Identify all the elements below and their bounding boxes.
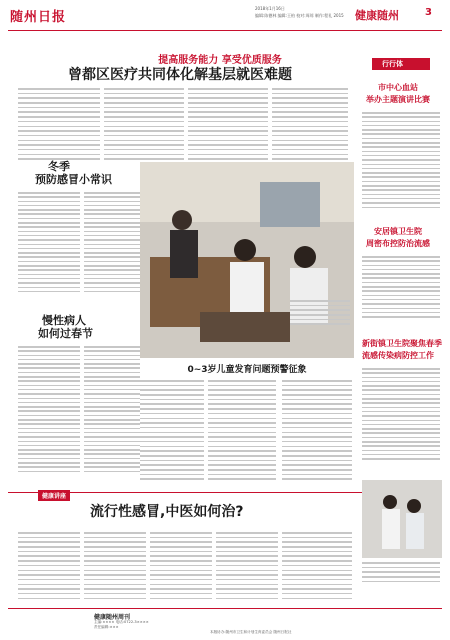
- chronic-text-col1: [18, 346, 80, 484]
- issue-date: 2018年1月16日: [255, 6, 285, 11]
- winter-text-col1: [18, 192, 80, 302]
- chronic-title-line1: 慢性病人: [42, 314, 86, 327]
- sidebar-story1-title1: 市中心血站: [378, 83, 418, 92]
- lead-text-col1: [18, 88, 100, 163]
- chronic-title-line2: 如何过春节: [38, 327, 93, 340]
- photo-caption: [290, 300, 350, 330]
- sidebar-story3-title1: 新街镇卫生院聚焦春季: [362, 339, 442, 348]
- sidebar-story2-title1: 安居镇卫生院: [374, 227, 422, 236]
- lead-text-col2: [104, 88, 184, 163]
- sidebar-photo: [362, 480, 442, 558]
- flu-text-col2: [84, 532, 146, 604]
- infobox-col3: [282, 380, 352, 485]
- edition-info: 编辑:陈德林 编辑:王柏 校对:周琼 制作:程礼 2015: [255, 13, 344, 18]
- infobox-col1: [140, 380, 204, 485]
- newspaper-logo: 随州日报: [10, 10, 67, 25]
- footer-title: 健康随州周刊: [94, 614, 131, 621]
- sidebar-story1-text: [362, 112, 440, 220]
- sidebar-tag: 行行体: [372, 58, 430, 70]
- infobox-col2: [208, 380, 276, 485]
- chronic-text-col2: [84, 346, 140, 484]
- sidebar-story1-title2: 举办主题演讲比赛: [366, 95, 430, 104]
- section-title: 健康随州: [355, 9, 399, 22]
- footer-meta-line1: 主编:×××× 电话:0722-3××××: [94, 620, 149, 624]
- flu-text-col1: [18, 532, 80, 604]
- flu-text-col3: [150, 532, 212, 604]
- sidebar-photo-caption: [362, 562, 440, 584]
- flu-text-col5: [282, 532, 352, 604]
- footer-contact: 本版协办:随州市卫生和计划生育委员会 随州日报社: [210, 630, 292, 634]
- footer-meta: [94, 620, 149, 630]
- flu-tag: 健康讲座: [38, 490, 70, 501]
- lead-text-col4: [272, 88, 348, 163]
- infobox-title: 0~3岁儿童发育问题预警征象: [187, 365, 307, 375]
- page-number: 3: [425, 7, 432, 18]
- footer-meta-line2: 责任编辑:×××: [94, 625, 119, 629]
- sidebar-story3-title2: 流感传染病防控工作: [362, 351, 434, 360]
- flu-text-col4: [216, 532, 278, 604]
- sidebar-story2-title2: 周密布控防治流感: [366, 239, 430, 248]
- lead-subhead: 提高服务能力 享受优质服务: [158, 55, 282, 66]
- winter-text-col2: [84, 192, 140, 302]
- lead-headline: 曾都区医疗共同体化解基层就医难题: [68, 67, 292, 83]
- sidebar-story2-text: [362, 256, 440, 326]
- sidebar-story3-text: [362, 368, 440, 474]
- winter-title-line1: 冬季: [48, 160, 70, 173]
- winter-title-line2: 预防感冒小常识: [35, 173, 112, 186]
- flu-headline: 流行性感冒,中医如何治?: [90, 504, 244, 520]
- masthead-rule: [8, 30, 442, 31]
- lead-text-col3: [188, 88, 268, 163]
